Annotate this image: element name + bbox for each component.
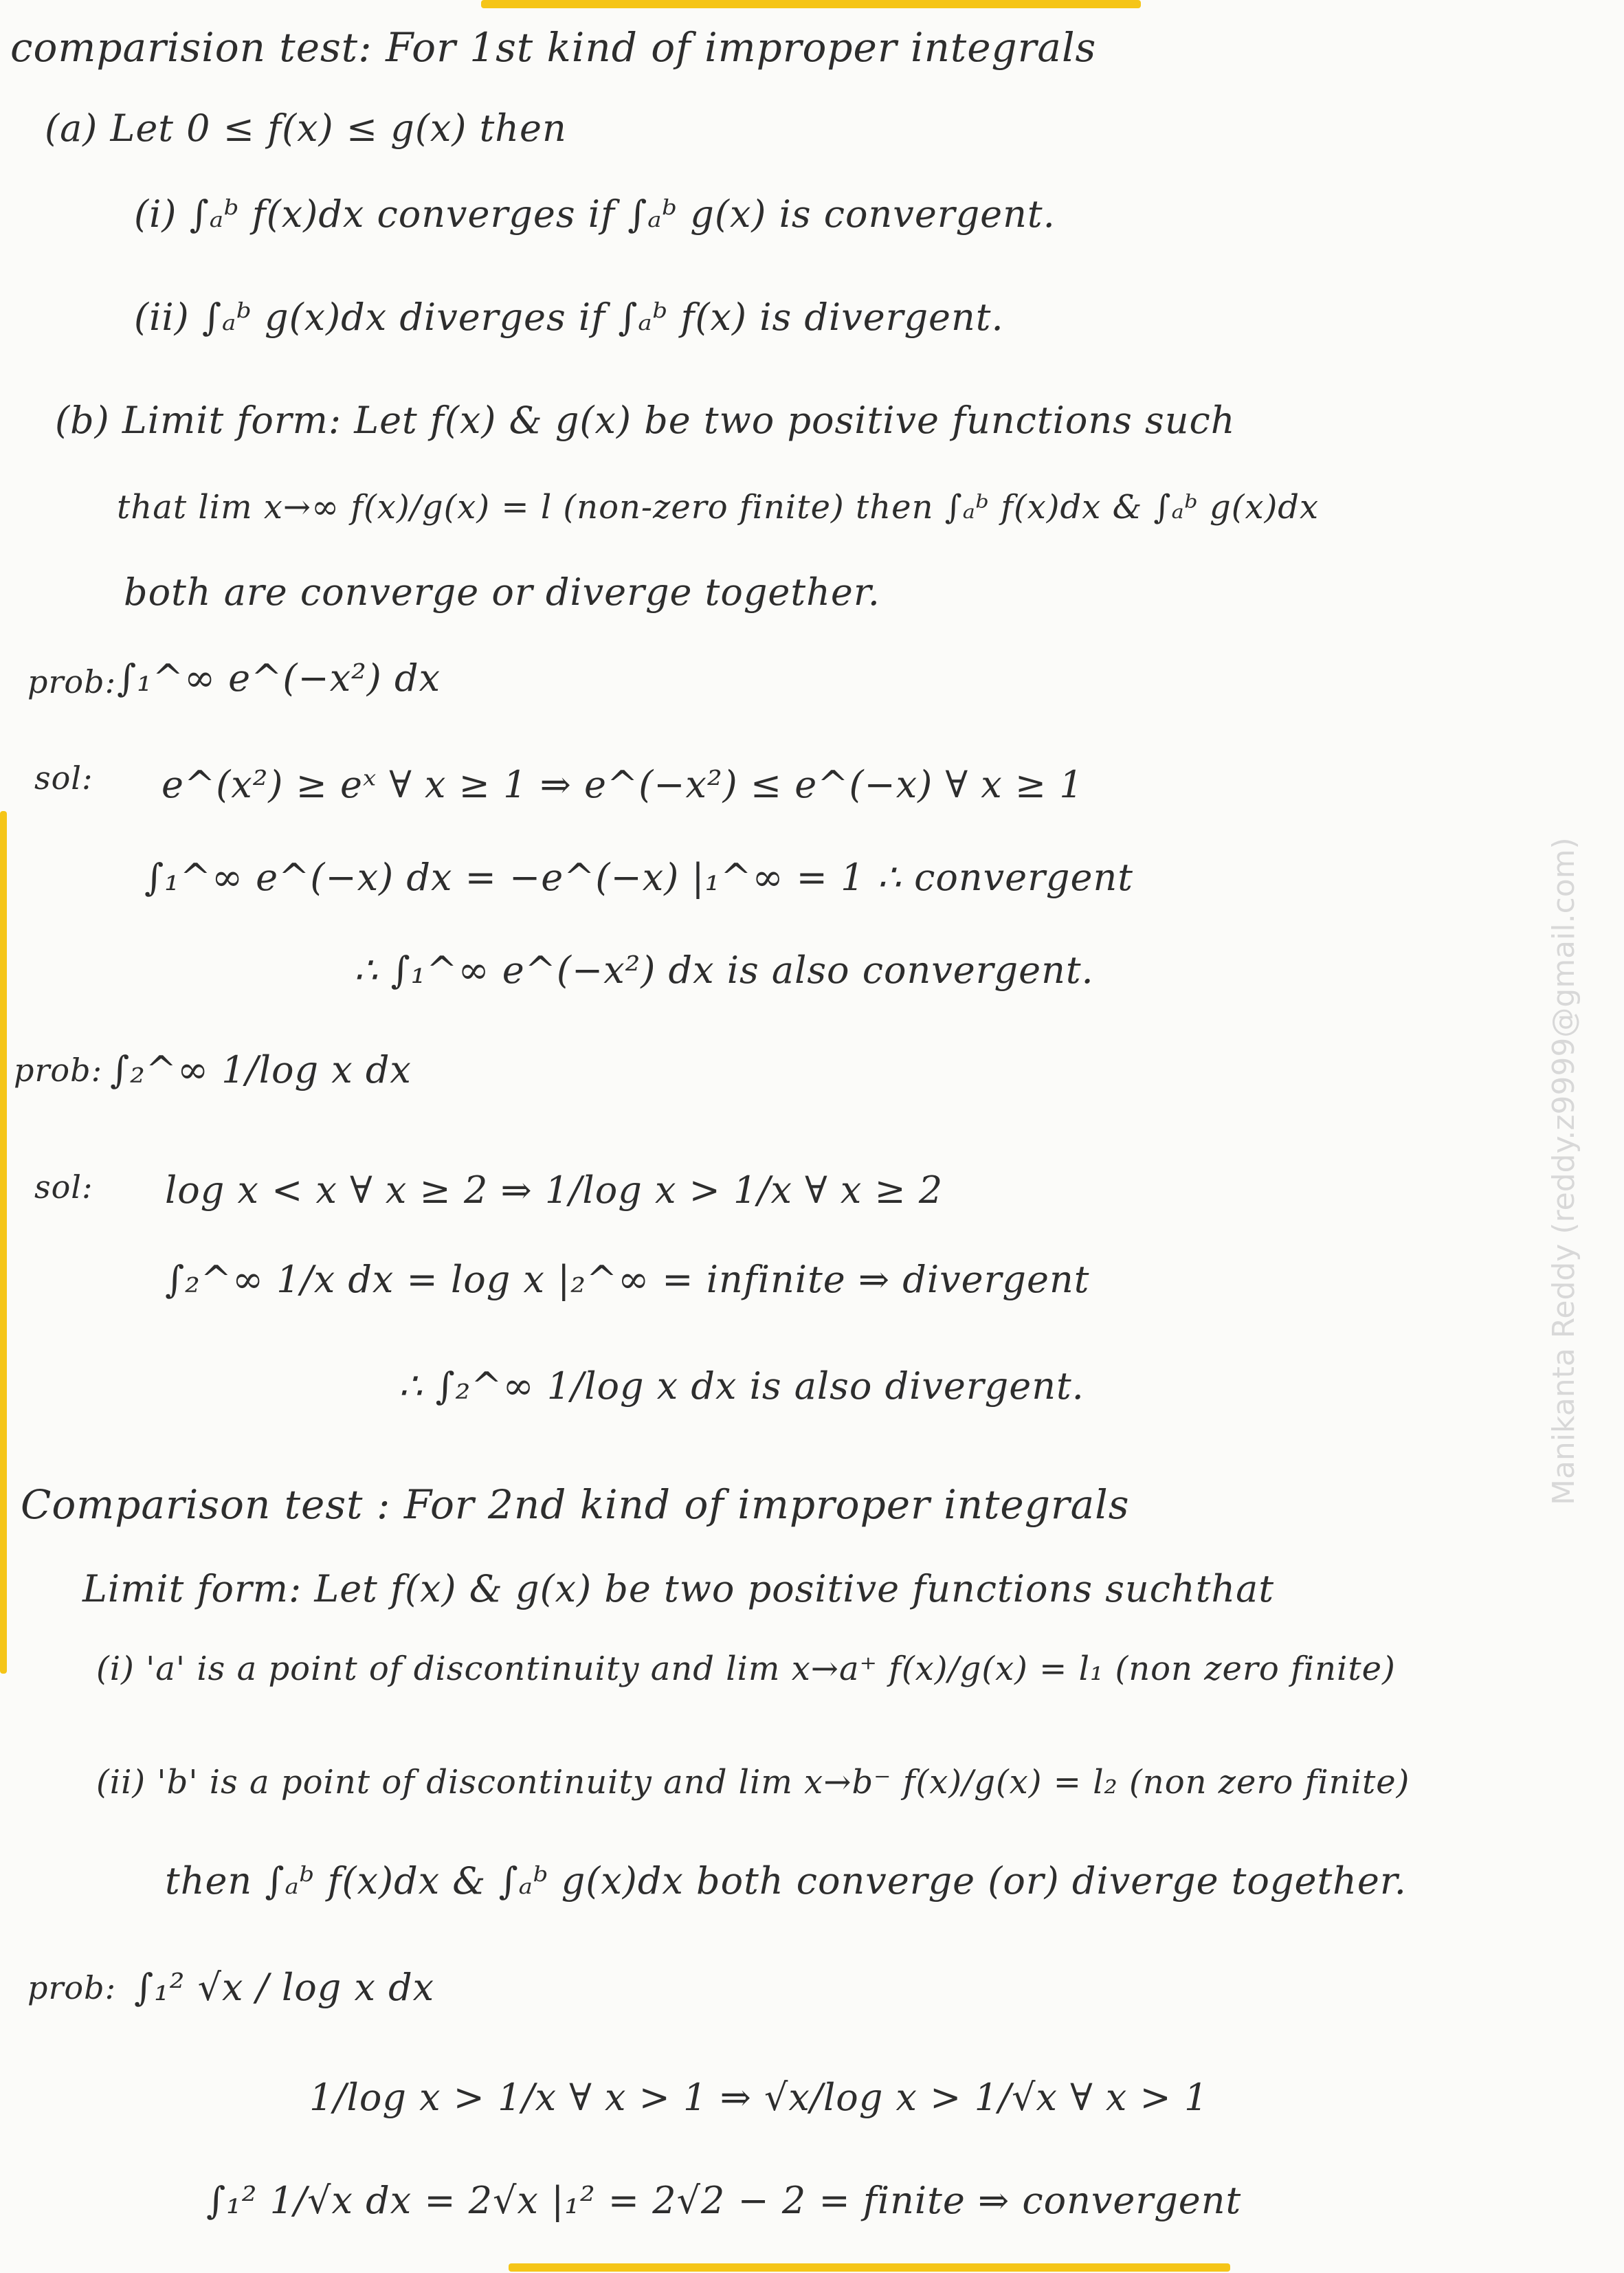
problem-label-3: prob:: [27, 1969, 117, 2006]
solution-3-integral: ∫₁² 1/√x dx = 2√x |₁² = 2√2 − 2 = finite ⇒ convergent: [206, 2179, 1242, 2222]
highlighter-mark-left: [0, 811, 7, 1674]
solution-1-integral: ∫₁^∞ e^(−x) dx = −e^(−x) |₁^∞ = 1 ∴ convergent: [144, 856, 1133, 899]
watermark: Manikanta Reddy (reddy.z9999@gmail.com): [1546, 837, 1581, 1505]
problem-3-integral: ∫₁² √x / log x dx: [134, 1966, 435, 2009]
highlighter-mark-bottom: [509, 2263, 1230, 2272]
limit-form-case-i: (i) 'a' is a point of discontinuity and lim x→a⁺ f(x)/g(x) = l₁ (non zero finite): [96, 1650, 1396, 1688]
heading-comparison-test-second-kind: Comparison test : For 2nd kind of improper integrals: [21, 1481, 1130, 1528]
limit-form-statement: Limit form: Let f(x) & g(x) be two positive functions suchthat: [82, 1567, 1275, 1610]
statement-b-conclusion: both are converge or diverge together.: [124, 570, 880, 614]
solution-1-conclusion: ∴ ∫₁^∞ e^(−x²) dx is also convergent.: [354, 949, 1094, 992]
solution-label-2: sol:: [34, 1168, 93, 1206]
solution-2-integral: ∫₂^∞ 1/x dx = log x |₂^∞ = infinite ⇒ divergent: [165, 1258, 1090, 1301]
limit-form-case-ii: (ii) 'b' is a point of discontinuity and lim x→b⁻ f(x)/g(x) = l₂ (non zero finite): [96, 1763, 1410, 1801]
highlighter-mark-top: [481, 0, 1141, 8]
solution-label-1: sol:: [34, 759, 93, 797]
statement-a-i: (i) ∫ₐᵇ f(x)dx converges if ∫ₐᵇ g(x) is convergent.: [134, 192, 1056, 236]
statement-b: (b) Limit form: Let f(x) & g(x) be two positive functions such: [55, 399, 1236, 442]
solution-3-inequality: 1/log x > 1/x ∀ x > 1 ⇒ √x/log x > 1/√x ∀ x > 1: [309, 2076, 1209, 2119]
problem-1-integral: ∫₁^∞ e^(−x²) dx: [117, 656, 441, 700]
solution-1-inequality: e^(x²) ≥ eˣ ∀ x ≥ 1 ⇒ e^(−x²) ≤ e^(−x) ∀ x ≥ 1: [162, 763, 1084, 806]
statement-a: (a) Let 0 ≤ f(x) ≤ g(x) then: [45, 107, 567, 150]
heading-comparison-test-first-kind: comparision test: For 1st kind of improper integrals: [10, 24, 1097, 71]
solution-2-conclusion: ∴ ∫₂^∞ 1/log x dx is also divergent.: [399, 1364, 1084, 1408]
problem-label-2: prob:: [14, 1052, 103, 1089]
limit-form-conclusion: then ∫ₐᵇ f(x)dx & ∫ₐᵇ g(x)dx both converge (or) diverge together.: [165, 1859, 1407, 1903]
problem-label-1: prob:: [27, 663, 117, 700]
statement-a-ii: (ii) ∫ₐᵇ g(x)dx diverges if ∫ₐᵇ f(x) is divergent.: [134, 296, 1004, 339]
problem-2-integral: ∫₂^∞ 1/log x dx: [110, 1048, 412, 1091]
solution-2-inequality: log x < x ∀ x ≥ 2 ⇒ 1/log x > 1/x ∀ x ≥ 2: [165, 1168, 944, 1212]
statement-b-limit: that lim x→∞ f(x)/g(x) = l (non-zero finite) then ∫ₐᵇ f(x)dx & ∫ₐᵇ g(x)dx: [117, 488, 1320, 526]
